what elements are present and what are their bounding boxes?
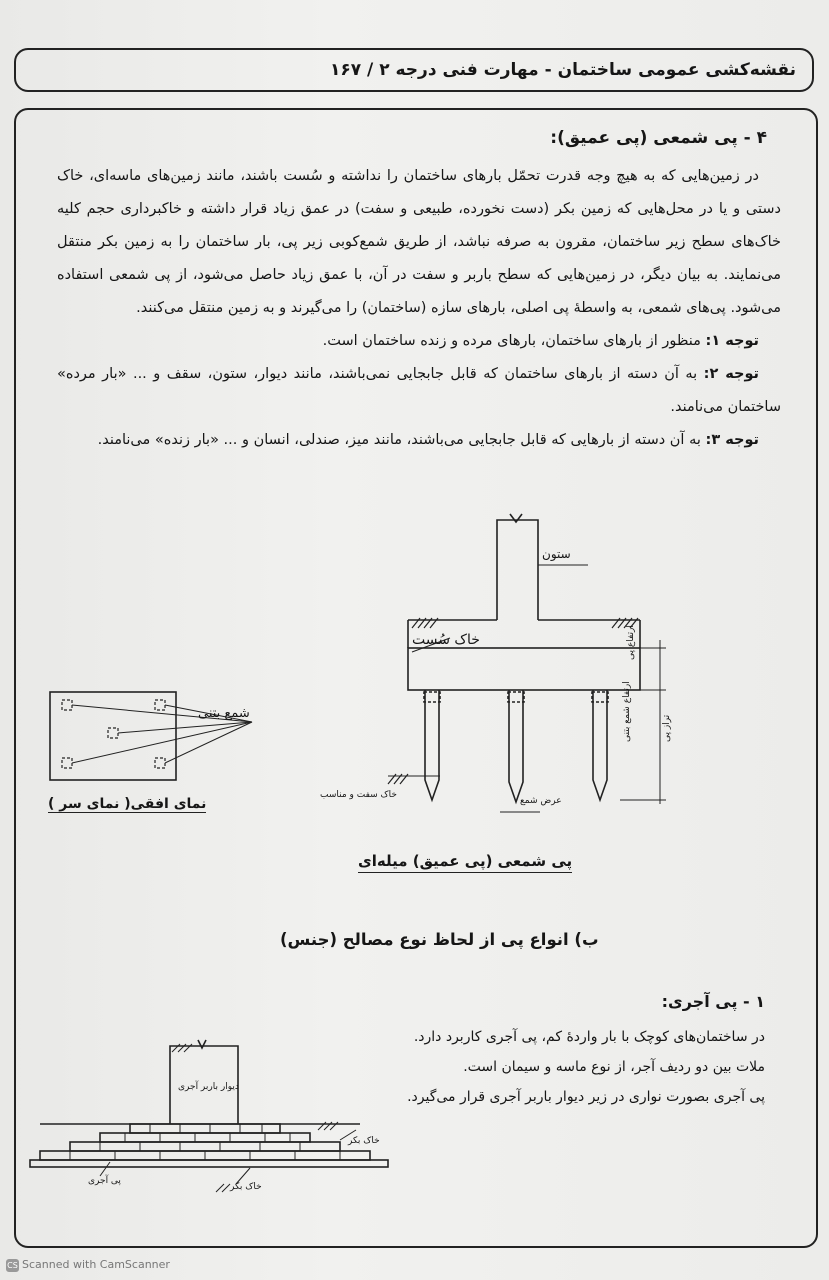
camscanner-icon: CS (7, 1260, 18, 1270)
material-heading: ب) انواع پی از لحاظ نوع مصالح (جنس) (280, 930, 599, 949)
brick-line-2: ملات بین دو ردیف آجر، از نوع ماسه و سیمان است. (463, 1059, 765, 1075)
concrete-pile-label: شمع بتنی (198, 706, 250, 721)
body-paragraph: در زمین‌هایی که به هیچ وجه قدرت تحمّل بارهای ساختمان را نداشته و سُست باشند، مانند زمین‌های ماسه‌ای، خاک دستی و یا در محل‌هایی که زمین بکر (دست نخورده، طبیعی و سفت) در عمق زیاد قرار داشته و خاکبرداری حجم کلیه خاک‌های سطح زیر ساختمان، مقرون به صرفه نباشد، از طریق شمع‌کوبی زیر پی، بار ساختمان را به زمین بکر منتقل می‌نمایند. به بیان دیگر، در زمین‌هایی که سطح باربر و سفت در آن، با عمق زیاد حاصل می‌شود، از پی شمعی استفاده می‌شود. پی‌های شمعی، به واسطهٔ پی اصلی، بارهای سازه (ساختمان) را می‌گیرند و به زمین منتقل می‌کنند. (57, 168, 781, 316)
brick-footing-label: پی آجری (88, 1176, 121, 1186)
pile-width-label: عرض شمع (520, 796, 562, 806)
note-label: توجه ۱: (705, 333, 759, 349)
scanner-text: Scanned with CamScanner (22, 1258, 170, 1271)
section-title: ۴ - پی شمعی (پی عمیق): (550, 128, 767, 148)
note-text: به آن دسته از بارهایی که قابل جابجایی می‌باشند، مانند میز، صندلی، انسان و ... «بار زنده» می‌نامند. (97, 432, 701, 448)
brick-footing-title: ۱ - پی آجری: (661, 992, 765, 1011)
wall-label: دیوار باربر آجری (178, 1082, 239, 1092)
brick-line-3: پی آجری بصورت نواری در زیر دیوار باربر آجری قرار می‌گیرد. (407, 1089, 765, 1105)
dimension-label-2: ارتفاع شمع بتنی (622, 681, 632, 742)
note-text: منظور از بارهای ساختمان، بارهای مرده و زنده ساختمان است. (322, 333, 701, 349)
scanner-watermark (6, 1258, 170, 1272)
figure-caption: پی شمعی (پی عمیق) میله‌ای (358, 852, 572, 873)
page-title: نقشه‌کشی عمومی ساختمان - مهارت فنی درجه ۲ / ۱۶۷ (330, 60, 796, 80)
virgin-soil-label-1: خاک بکر (348, 1136, 380, 1146)
column-label: ستون (542, 547, 571, 561)
note-label: توجه ۳: (705, 432, 759, 448)
note-text: به آن دسته از بارهای ساختمان که قابل جابجایی نمی‌باشند، مانند دیوار، ستون، سقف و ... «بار مرده» ساختمان می‌نامند. (57, 366, 781, 415)
virgin-soil-label-2: خاک بکر (230, 1182, 262, 1192)
soft-soil-label: خاک سُست (412, 632, 480, 648)
brick-line-1: در ساختمان‌های کوچک با بار واردهٔ کم، پی آجری کاربرد دارد. (413, 1029, 765, 1045)
note-label: توجه ۲: (703, 366, 759, 382)
plan-view-caption: نمای افقی( نمای سر ) (48, 796, 207, 812)
dimension-label-1: ارتفاع پی (626, 625, 636, 660)
hard-soil-label: خاک سفت و مناسب (320, 790, 397, 800)
dimension-label-3: تراز پی (662, 714, 672, 742)
